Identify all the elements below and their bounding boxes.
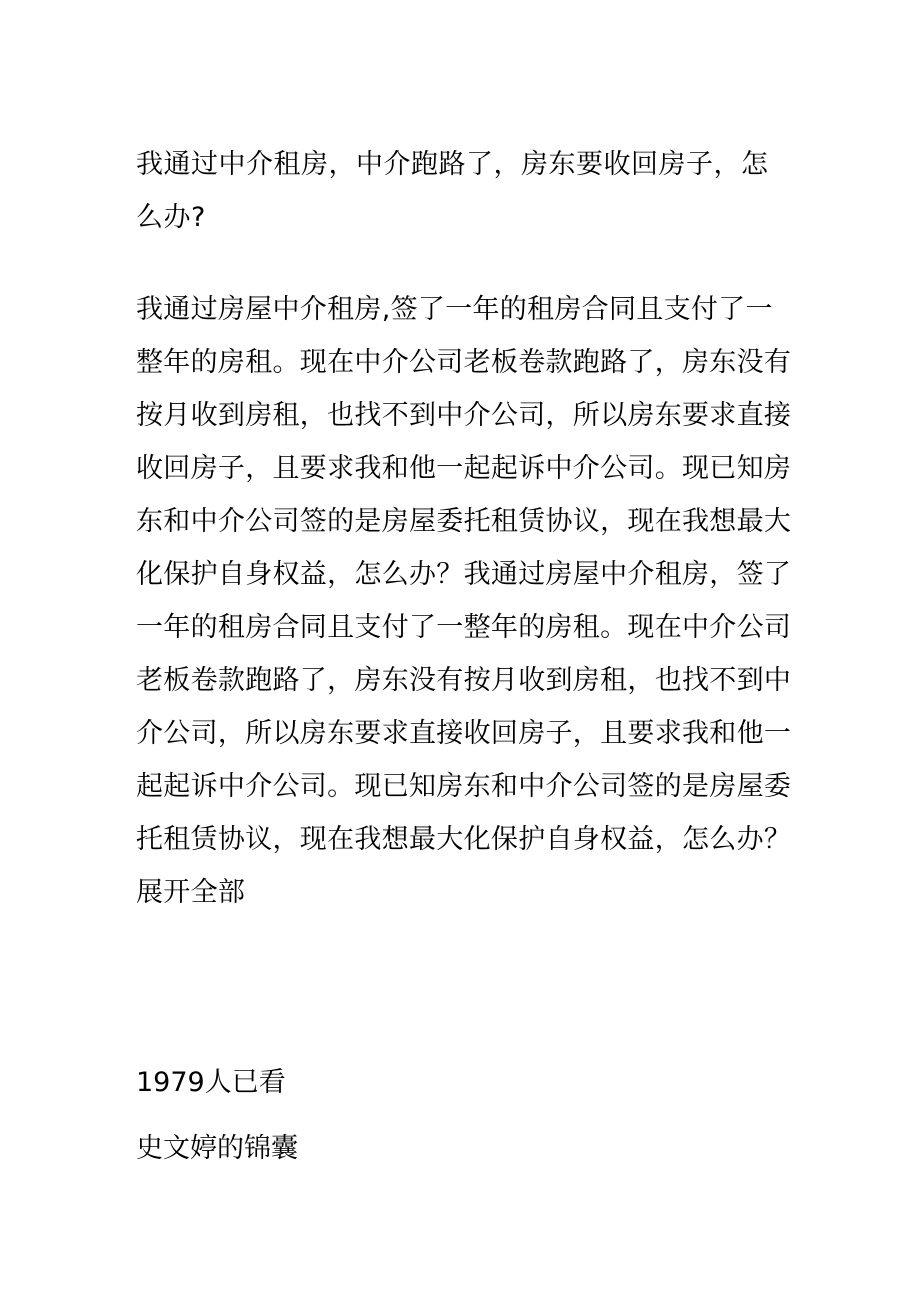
question-body <box>136 283 796 919</box>
question-title: 我通过中介租房，中介跑路了，房东要收回房子，怎么办? <box>136 149 769 233</box>
view-count: 1979人已看 <box>136 1067 286 1098</box>
expand-all-link[interactable]: 展开全部 <box>136 877 246 908</box>
answer-author-name[interactable]: 史文婷的锦囊 <box>136 1133 298 1164</box>
question-body-text: 我通过房屋中介租房,签了一年的租房合同且支付了一整年的房租。现在中介公司老板卷款跑路了，房东没有按月收到房租，也找不到中介公司，所以房东要求直接收回房子，且要求我和他一起起诉中介公司。现已知房东和中介公司签的是房屋委托租赁协议，现在我想最大化保护自身权益，怎么办？我通过房屋中介租房，签了一年的租房合同且支付了一整年的房租。现在中介公司老板卷款跑路了，房东没有按月收到房租，也找不到中介公司，所以房东要求直接收回房子，且要求我和他一起起诉中介公司。现已知房东和中介公司签的是房屋委托租赁协议，现在我想最大化保护自身权益，怎么办？ <box>136 294 792 855</box>
